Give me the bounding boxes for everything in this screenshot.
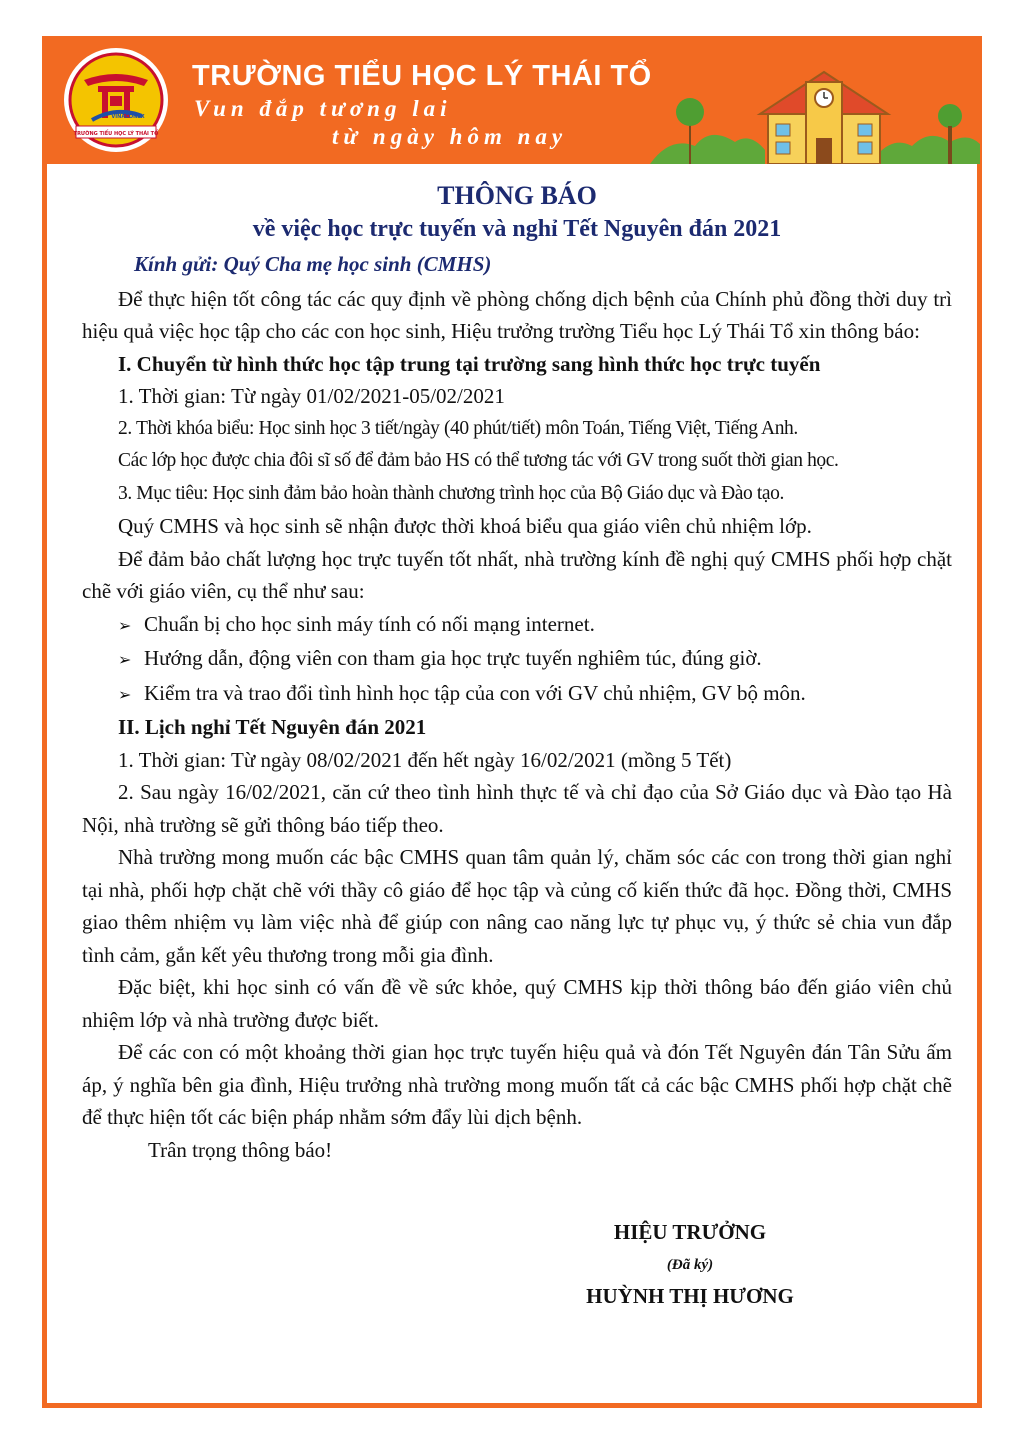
school-building-illustration [650,46,980,164]
notice-body [82,180,952,1166]
signature-note: (Đã ký) [666,1257,714,1273]
school-logo [62,46,170,154]
signature-name: HUỲNH THỊ HƯƠNG [586,1284,794,1308]
section-1-item-2b: Các lớp học được chia đôi sĩ số để đảm bảo HS có thể tương tác với GV trong suốt thời gian học. [118,450,839,471]
arrow-bullet-icon: ➢ [118,650,132,669]
bullet-item: ➢ Kiểm tra và trao đổi tình hình học tập của con với GV chủ nhiệm, GV bộ môn. [82,677,952,712]
closing-line: Trân trọng thông báo! [148,1137,333,1162]
notice-subtitle: về việc học trực tuyến và nghỉ Tết Nguyên đán 2021 [252,216,782,242]
paragraph-1: Nhà trường mong muốn các bậc CMHS quan tâm quản lý, chăm sóc các con trong thời gian nghỉ tại nhà, phối hợp chặt chẽ với thầy cô giáo để học tập và củng cố kiến thức đã học. Đồng thời, CMHS giao thêm nhiệm vụ làm việc nhà để giúp con nâng cao năng lực tự phục vụ, ý thức sẻ chia vun đắp tình cảm, gắn kết yêu thương trong mỗi gia đình. [82,845,952,967]
section-1-item-1: 1. Thời gian: Từ ngày 01/02/2021-05/02/2021 [118,384,505,408]
section-2-heading: II. Lịch nghỉ Tết Nguyên đán 2021 [118,715,427,739]
bullet-item: ➢ Chuẩn bị cho học sinh máy tính có nối mạng internet. [82,608,952,643]
section-1-request: Để đảm bảo chất lượng học trực tuyến tốt nhất, nhà trường kính đề nghị quý CMHS phối hợp chặt chẽ với giáo viên, cụ thể như sau: [82,546,952,603]
arrow-bullet-icon: ➢ [118,615,132,635]
header-banner [42,36,982,164]
arrow-bullet-icon: ➢ [118,684,132,704]
bullet-item: ➢ Hướng dẫn, động viên con tham gia học trực tuyến nghiêm túc, đúng giờ. [82,642,952,677]
slogan-line-1: Vun đắp tương lai [194,96,452,121]
notice-title: THÔNG BÁO [437,181,597,210]
svg-text:TRƯỜNG TIỂU HỌC LÝ THÁI TỔ: TRƯỜNG TIỂU HỌC LÝ THÁI TỔ [73,131,159,137]
section-2-item-1: 1. Thời gian: Từ ngày 08/02/2021 đến hết ngày 16/02/2021 (mồng 5 Tết) [118,747,732,772]
section-2-item-2: 2. Sau ngày 16/02/2021, căn cứ theo tình hình thực tế và chỉ đạo của Sở Giáo dục và Đào tạo Hà Nội, nhà trường sẽ gửi thông báo tiếp theo. [82,780,952,837]
paragraph-3: Để các con có một khoảng thời gian học trực tuyến hiệu quả và đón Tết Nguyên đán Tân Sửu ấm áp, ý nghĩa bên gia đình, Hiệu trưởng nhà trường mong muốn tất cả các bậc CMHS phối hợp chặt chẽ để thực hiện tốt các biện pháp nhằm sớm đẩy lùi dịch bệnh. [82,1040,952,1129]
paragraph-2: Đặc biệt, khi học sinh có vấn đề về sức khỏe, quý CMHS kịp thời thông báo đến giáo viên chủ nhiệm lớp và nhà trường được biết. [82,975,952,1032]
school-name: TRƯỜNG TIỂU HỌC LÝ THÁI TỔ [192,60,652,92]
section-1-note: Quý CMHS và học sinh sẽ nhận được thời khoá biểu qua giáo viên chủ nhiệm lớp. [118,514,812,538]
intro-paragraph: Để thực hiện tốt công tác các quy định về phòng chống dịch bệnh của Chính phủ đồng thời duy trì hiệu quả việc học tập cho các con học sinh, Hiệu trưởng trường Tiểu học Lý Thái Tổ xin thông báo: [82,286,952,343]
signature-title: HIỆU TRƯỞNG [613,1220,767,1244]
svg-text:VINACONEX: VINACONEX [111,114,145,120]
slogan-line-2: từ ngày hôm nay [332,124,568,149]
greeting: Kính gửi: Quý Cha mẹ học sinh (CMHS) [134,252,492,276]
section-1-item-2a: 2. Thời khóa biểu: Học sinh học 3 tiết/ngày (40 phút/tiết) môn Toán, Tiếng Việt, Tiếng Anh. [118,417,798,439]
section-1-heading: I. Chuyển từ hình thức học tập trung tại trường sang hình thức học trực tuyến [118,351,821,376]
section-1-item-3: 3. Mục tiêu: Học sinh đảm bảo hoàn thành chương trình học của Bộ Giáo dục và Đào tạo. [118,482,784,504]
